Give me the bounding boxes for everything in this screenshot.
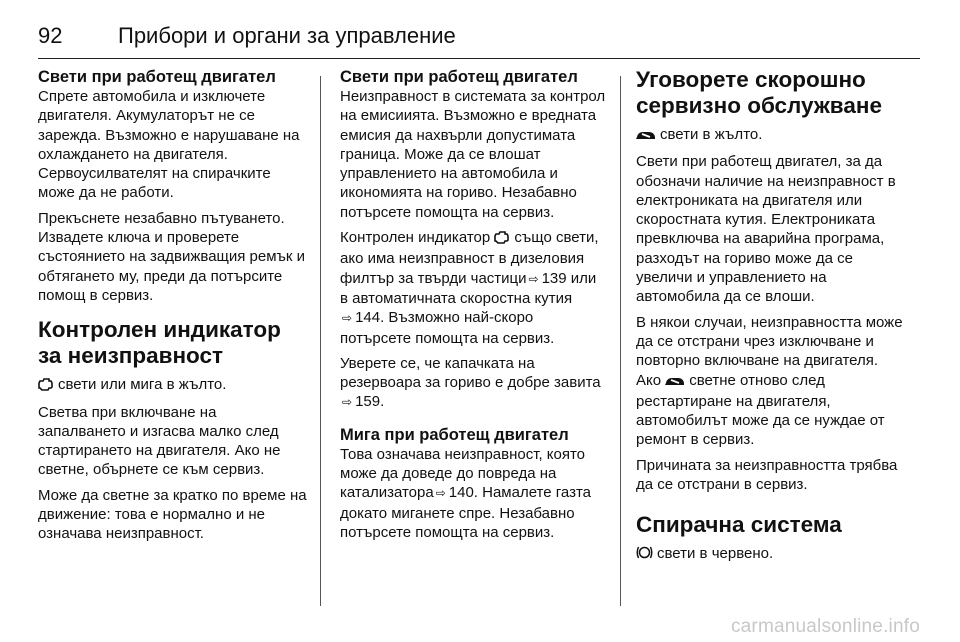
service-car-wrench-icon	[665, 373, 685, 392]
paragraph-interrupt-journey: Прекъснете незабавно пътуването. Извадете ключа и проверете състоянието на задвижващия ремък и обтягането му, преди да потърсите помощ в сервиз.	[38, 209, 306, 304]
page-reference-arrow-icon: ⇨	[528, 271, 539, 286]
page-number: 92	[38, 23, 63, 48]
paragraph-restart: В някои случаи, неизправността може да се отстрани чрез изключване и повторно включване на двигателя. Ако светне отново след рестартиране на двигателя, автомобилът може да се нуждае от ремонт в сервиз.	[636, 313, 903, 449]
header-rule	[38, 58, 920, 59]
page-reference[interactable]: 144	[355, 309, 381, 327]
page-title: Прибори и органи за управление	[118, 23, 456, 48]
paragraph-lights-on-ignition: Светва при включване на запалването и изгасва малко след стартирането на двигателя. Ако не светне, обърнете се към сервиз.	[38, 403, 281, 479]
paragraph-cause: Причината за неизправността трябва да се отстрани в сервиз.	[636, 456, 898, 494]
heading-engine-running-light-2: Свети при работещ двигател	[340, 68, 578, 86]
column-2	[340, 67, 608, 542]
heading-malfunction-indicator: Контролен индикатор за неизправност	[38, 317, 281, 369]
paragraph-engine-light: Спрете автомобила и изключете двигателя. Акумулаторът не се зарежда. Възможно е нарушаване на охлаждането на двигателя. Сервоусилвателят на спирачките може да не работи.	[38, 88, 300, 202]
column-1	[38, 67, 308, 544]
engine-check-icon	[38, 377, 54, 396]
page-reference-arrow-icon: ⇨	[342, 395, 353, 410]
column-divider-2	[620, 76, 621, 606]
heading-flashes-engine-running: Мига при работещ двигател	[340, 425, 569, 444]
page-reference[interactable]: 140	[448, 484, 474, 502]
page-reference[interactable]: 159	[355, 393, 381, 411]
watermark: carmanualsonline.info	[730, 616, 920, 637]
heading-brake-system: Спирачна система	[636, 512, 842, 538]
service-car-wrench-icon	[636, 127, 656, 146]
paragraph-diesel-filter: Контролен индикатор също свети, ако има неизправност в дизеловия филтър за твърди частици ⇨ 139 или в автоматичната скоростна кутия ⇨ 144. Възможно най-скоро потърсете помощта на сервиз.	[340, 229, 599, 347]
column-3	[636, 67, 904, 566]
paragraph-indicator-color: свети или мига в жълто.	[38, 375, 308, 396]
brake-warning-icon	[636, 545, 653, 565]
engine-check-icon	[494, 230, 510, 249]
heading-service-soon: Уговорете скорошно сервизно обслужване	[636, 67, 882, 118]
paragraph-brake-icon: свети в червено.	[636, 544, 904, 565]
heading-engine-running-light: Свети при работещ двигател	[38, 68, 276, 86]
paragraph-catalyst: Това означава неизправност, която може да доведе до повреда на катализатора ⇨ 140. Намалете газта докато миганете спре. Незабавно потърсете помощта на сервиз.	[340, 445, 592, 541]
page-reference[interactable]: 139	[541, 269, 567, 287]
page-header	[38, 16, 920, 56]
column-divider-1	[320, 76, 321, 606]
paragraph-service-icon: свети в жълто.	[636, 125, 904, 146]
paragraph-service-body: Свети при работещ двигател, за да обозначи наличие на неизправност в електрониката на двигателя или скоростната кутия. Електрониката превключва на аварийна програма, разходът на гориво може да се увеличи и управлението на автомобила да се влоши.	[636, 153, 896, 306]
page-reference-arrow-icon: ⇨	[342, 311, 353, 326]
page-reference-arrow-icon: ⇨	[435, 486, 446, 501]
paragraph-emission: Неизправност в системата за контрол на емисиията. Възможно е вредната емисия да нахвърли допустимата граница. Може да се влошат управлението на автомобила и икономията на гориво. Незабавно потърсете помощта на сервиз.	[340, 88, 606, 221]
paragraph-fuel-cap: Уверете се, че капачката на резервоара за гориво е добре завита⇨ 159.	[340, 354, 608, 413]
paragraph-may-light-briefly: Може да светне за кратко по време на движение: това е нормално и не означава неизправност.	[38, 486, 307, 543]
